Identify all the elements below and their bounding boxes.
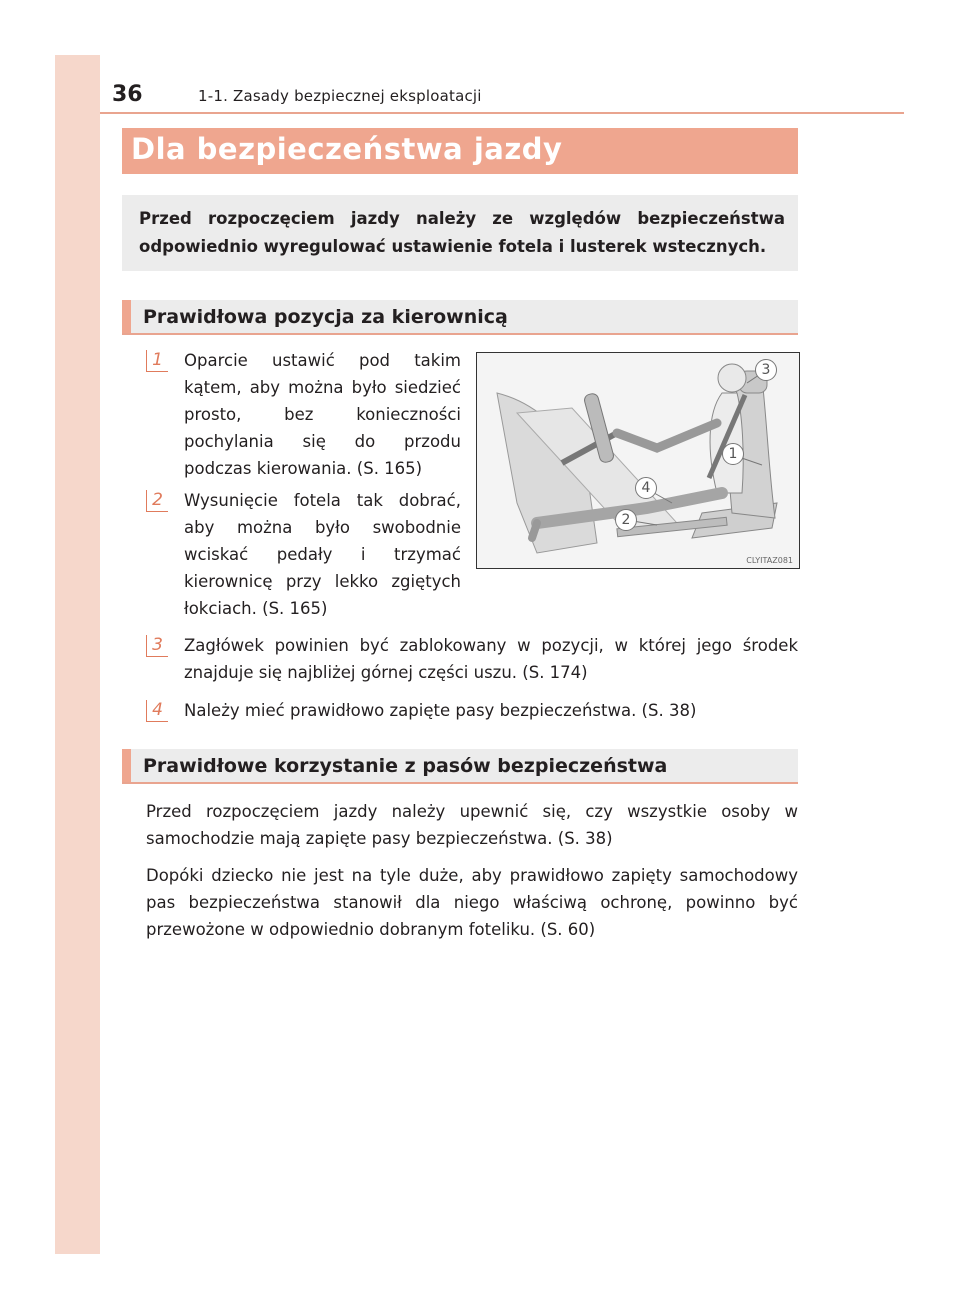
page-title: Dla bezpieczeństwa jazdy bbox=[131, 132, 563, 166]
figure-code: CLYITAZ081 bbox=[746, 556, 793, 565]
list-item: Wysunięcie fotela tak dobrać, aby można było swobodnie wciskać pedały i trzymać kierownicę przy lekko zgiętych łokciach. (S. 165) bbox=[184, 491, 461, 618]
page-header bbox=[112, 82, 904, 110]
figure-label-2: 2 bbox=[615, 509, 637, 531]
item-number-badge: 4 bbox=[146, 700, 168, 722]
figure-label-4: 4 bbox=[635, 477, 657, 499]
chapter-title: 1-1. Zasady bezpiecznej eksploatacji bbox=[198, 87, 482, 105]
section-rule bbox=[122, 333, 798, 335]
page-number: 36 bbox=[112, 82, 143, 107]
section-accent bbox=[122, 300, 131, 334]
item-number-badge: 2 bbox=[146, 490, 168, 512]
driver-seat-drawing bbox=[477, 353, 799, 568]
section-rule bbox=[122, 782, 798, 784]
page-title-bar bbox=[122, 128, 798, 174]
intro-box bbox=[122, 195, 798, 271]
side-strip bbox=[55, 55, 100, 1254]
section-heading-seat-belts bbox=[122, 749, 798, 783]
list-item: Zagłówek powinien być zablokowany w pozycji, w której jego środek znajduje się najbliżej górnej części uszu. (S. 174) bbox=[184, 636, 798, 682]
section-title: Prawidłowe korzystanie z pasów bezpieczeństwa bbox=[143, 755, 668, 777]
section-title: Prawidłowa pozycja za kierownicą bbox=[143, 306, 508, 328]
list-item: Należy mieć prawidłowo zapięte pasy bezpieczeństwa. (S. 38) bbox=[184, 701, 697, 720]
seat-position-illustration bbox=[476, 352, 800, 569]
paragraph: Przed rozpoczęciem jazdy należy upewnić się, czy wszystkie osoby w samochodzie mają zapięte pasy bezpieczeństwa. (S. 38) bbox=[146, 802, 798, 848]
section-accent bbox=[122, 749, 131, 783]
figure-label-1: 1 bbox=[722, 443, 744, 465]
paragraph: Dopóki dziecko nie jest na tyle duże, aby prawidłowo zapięty samochodowy pas bezpieczeństwa stanowił dla niego właściwą ochronę, powinno być przewożone w odpowiednio dobranym foteliku. (S. 60) bbox=[146, 866, 798, 939]
list-item: Oparcie ustawić pod takim kątem, aby można było siedzieć prosto, bez konieczności pochylania się do przodu podczas kierowania. (S. 165) bbox=[184, 351, 461, 478]
section-heading-driving-position bbox=[122, 300, 798, 334]
item-number-badge: 3 bbox=[146, 635, 168, 657]
intro-text: Przed rozpoczęciem jazdy należy ze względów bezpieczeństwa odpowiednio wyregulować ustawienie fotela i lusterek wstecznych. bbox=[139, 209, 785, 256]
item-number-badge: 1 bbox=[146, 350, 168, 372]
figure-label-3: 3 bbox=[755, 359, 777, 381]
header-rule bbox=[100, 112, 904, 114]
